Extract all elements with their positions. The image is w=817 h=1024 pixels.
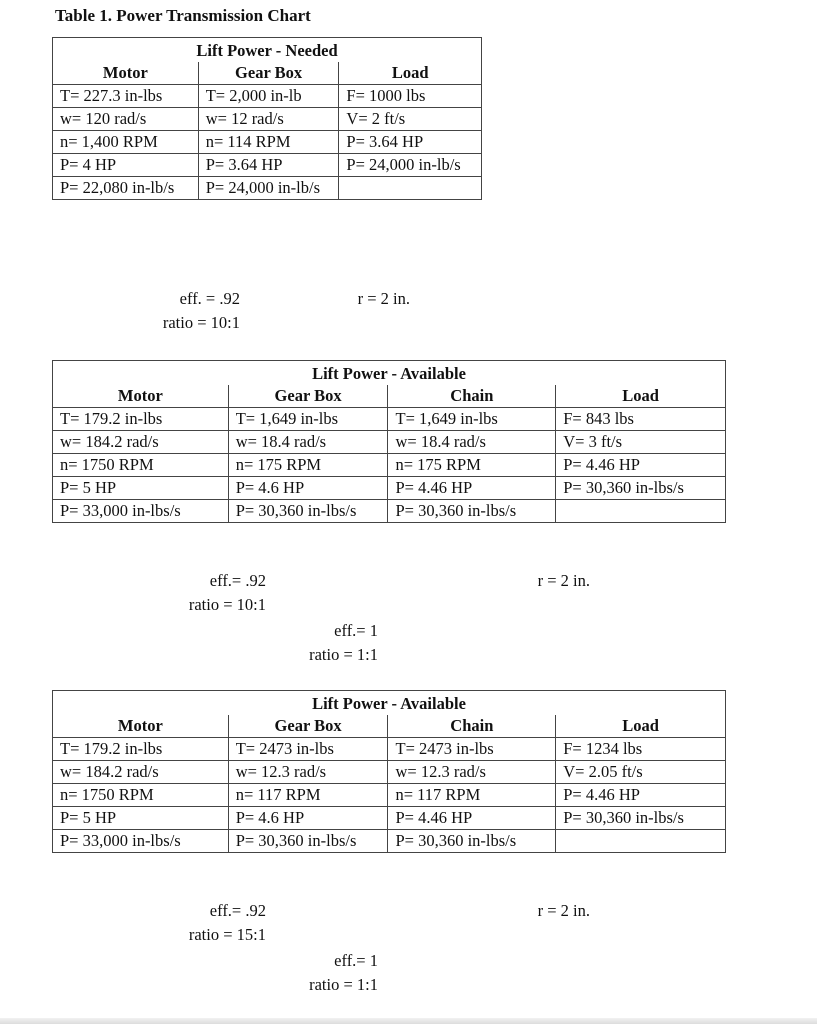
table-cell: w= 184.2 rad/s <box>53 431 229 454</box>
table-cell: V= 3 ft/s <box>556 431 726 454</box>
gearbox-efficiency-note <box>140 287 240 335</box>
table-cell: P= 30,360 in-lbs/s <box>388 500 556 523</box>
column-header-gear-box: Gear Box <box>228 385 388 408</box>
efficiency-label: eff.= .92 <box>209 901 266 920</box>
chain-efficiency-note <box>280 949 378 997</box>
column-header-gear-box: Gear Box <box>228 715 388 738</box>
table-cell: w= 18.4 rad/s <box>228 431 388 454</box>
table-cell: T= 179.2 in-lbs <box>53 738 229 761</box>
table-cell: P= 24,000 in-lb/s <box>339 154 482 177</box>
column-header-load: Load <box>556 715 726 738</box>
table-cell: n= 1750 RPM <box>53 454 229 477</box>
lift-power-needed-table <box>52 37 482 200</box>
table-cell: n= 114 RPM <box>198 131 339 154</box>
table-cell: w= 18.4 rad/s <box>388 431 556 454</box>
table-cell: P= 4.46 HP <box>556 784 726 807</box>
table-row <box>53 454 726 477</box>
efficiency-label: eff.= 1 <box>334 621 378 640</box>
table-cell: P= 3.64 HP <box>198 154 339 177</box>
table-cell <box>556 500 726 523</box>
table-row <box>53 108 482 131</box>
table-cell: T= 2473 in-lbs <box>388 738 556 761</box>
table-row <box>53 408 726 431</box>
table-cell: w= 184.2 rad/s <box>53 761 229 784</box>
column-header-chain: Chain <box>388 715 556 738</box>
table-cell: F= 1000 lbs <box>339 85 482 108</box>
table-cell: P= 33,000 in-lbs/s <box>53 500 229 523</box>
table-cell: P= 4.46 HP <box>556 454 726 477</box>
column-header-motor: Motor <box>53 62 199 85</box>
table-cell: P= 30,360 in-lbs/s <box>388 830 556 853</box>
table-cell: P= 5 HP <box>53 807 229 830</box>
column-header-gear-box: Gear Box <box>198 62 339 85</box>
table-cell: T= 1,649 in-lbs <box>388 408 556 431</box>
table-cell: P= 30,360 in-lbs/s <box>228 500 388 523</box>
table-cell: F= 843 lbs <box>556 408 726 431</box>
efficiency-label: eff.= .92 <box>209 571 266 590</box>
table-cell: n= 175 RPM <box>388 454 556 477</box>
table-cell: T= 227.3 in-lbs <box>53 85 199 108</box>
column-header-load: Load <box>339 62 482 85</box>
table-row <box>53 830 726 853</box>
table-row <box>53 500 726 523</box>
lift-power-available-table-1 <box>52 360 726 523</box>
chain-efficiency-note <box>280 619 378 667</box>
column-header-load: Load <box>556 385 726 408</box>
table-cell: P= 3.64 HP <box>339 131 482 154</box>
lift-power-available-table-2 <box>52 690 726 853</box>
table-cell: P= 30,360 in-lbs/s <box>556 807 726 830</box>
gearbox-efficiency-note <box>160 569 266 617</box>
table-cell: P= 33,000 in-lbs/s <box>53 830 229 853</box>
table-row <box>53 131 482 154</box>
document-title: Table 1. Power Transmission Chart <box>55 6 311 25</box>
table-cell: V= 2.05 ft/s <box>556 761 726 784</box>
table-cell: w= 12.3 rad/s <box>228 761 388 784</box>
table-cell: P= 5 HP <box>53 477 229 500</box>
radius-label: r = 2 in. <box>357 289 410 308</box>
table-cell: P= 4.6 HP <box>228 477 388 500</box>
table-cell: n= 175 RPM <box>228 454 388 477</box>
ratio-label: ratio = 15:1 <box>188 925 266 944</box>
table-cell <box>339 177 482 200</box>
column-header-motor: Motor <box>53 385 229 408</box>
radius-note <box>330 287 410 311</box>
table-row <box>53 807 726 830</box>
table-row <box>53 738 726 761</box>
table-cell: n= 117 RPM <box>388 784 556 807</box>
radius-note <box>510 569 590 593</box>
radius-note <box>510 899 590 923</box>
ratio-label: ratio = 10:1 <box>162 313 240 332</box>
table-cell: w= 12 rad/s <box>198 108 339 131</box>
table-caption: Lift Power - Needed <box>53 38 482 63</box>
efficiency-label: eff.= 1 <box>334 951 378 970</box>
table-cell: P= 4.46 HP <box>388 477 556 500</box>
table-caption: Lift Power - Available <box>53 361 726 386</box>
table-cell: n= 1,400 RPM <box>53 131 199 154</box>
table-cell: P= 24,000 in-lb/s <box>198 177 339 200</box>
table-cell: n= 117 RPM <box>228 784 388 807</box>
table-cell: n= 1750 RPM <box>53 784 229 807</box>
radius-label: r = 2 in. <box>537 571 590 590</box>
table-row <box>53 477 726 500</box>
table-row <box>53 85 482 108</box>
table-row <box>53 177 482 200</box>
column-header-chain: Chain <box>388 385 556 408</box>
table-cell: w= 120 rad/s <box>53 108 199 131</box>
table-cell: V= 2 ft/s <box>339 108 482 131</box>
table-row <box>53 761 726 784</box>
table-cell: T= 1,649 in-lbs <box>228 408 388 431</box>
page-bottom-edge <box>0 1018 817 1024</box>
ratio-label: ratio = 1:1 <box>309 975 378 994</box>
radius-label: r = 2 in. <box>537 901 590 920</box>
table-cell: T= 2473 in-lbs <box>228 738 388 761</box>
table-cell: P= 30,360 in-lbs/s <box>228 830 388 853</box>
table-cell: F= 1234 lbs <box>556 738 726 761</box>
table-cell: w= 12.3 rad/s <box>388 761 556 784</box>
table-row <box>53 784 726 807</box>
table-caption: Lift Power - Available <box>53 691 726 716</box>
table-cell: P= 4 HP <box>53 154 199 177</box>
ratio-label: ratio = 1:1 <box>309 645 378 664</box>
table-cell: P= 30,360 in-lbs/s <box>556 477 726 500</box>
efficiency-label: eff. = .92 <box>179 289 240 308</box>
table-row <box>53 154 482 177</box>
table-cell: T= 2,000 in-lb <box>198 85 339 108</box>
table-cell <box>556 830 726 853</box>
table-row <box>53 431 726 454</box>
column-header-motor: Motor <box>53 715 229 738</box>
ratio-label: ratio = 10:1 <box>188 595 266 614</box>
table-cell: P= 4.6 HP <box>228 807 388 830</box>
table-cell: P= 22,080 in-lb/s <box>53 177 199 200</box>
table-cell: T= 179.2 in-lbs <box>53 408 229 431</box>
table-cell: P= 4.46 HP <box>388 807 556 830</box>
gearbox-efficiency-note <box>160 899 266 947</box>
